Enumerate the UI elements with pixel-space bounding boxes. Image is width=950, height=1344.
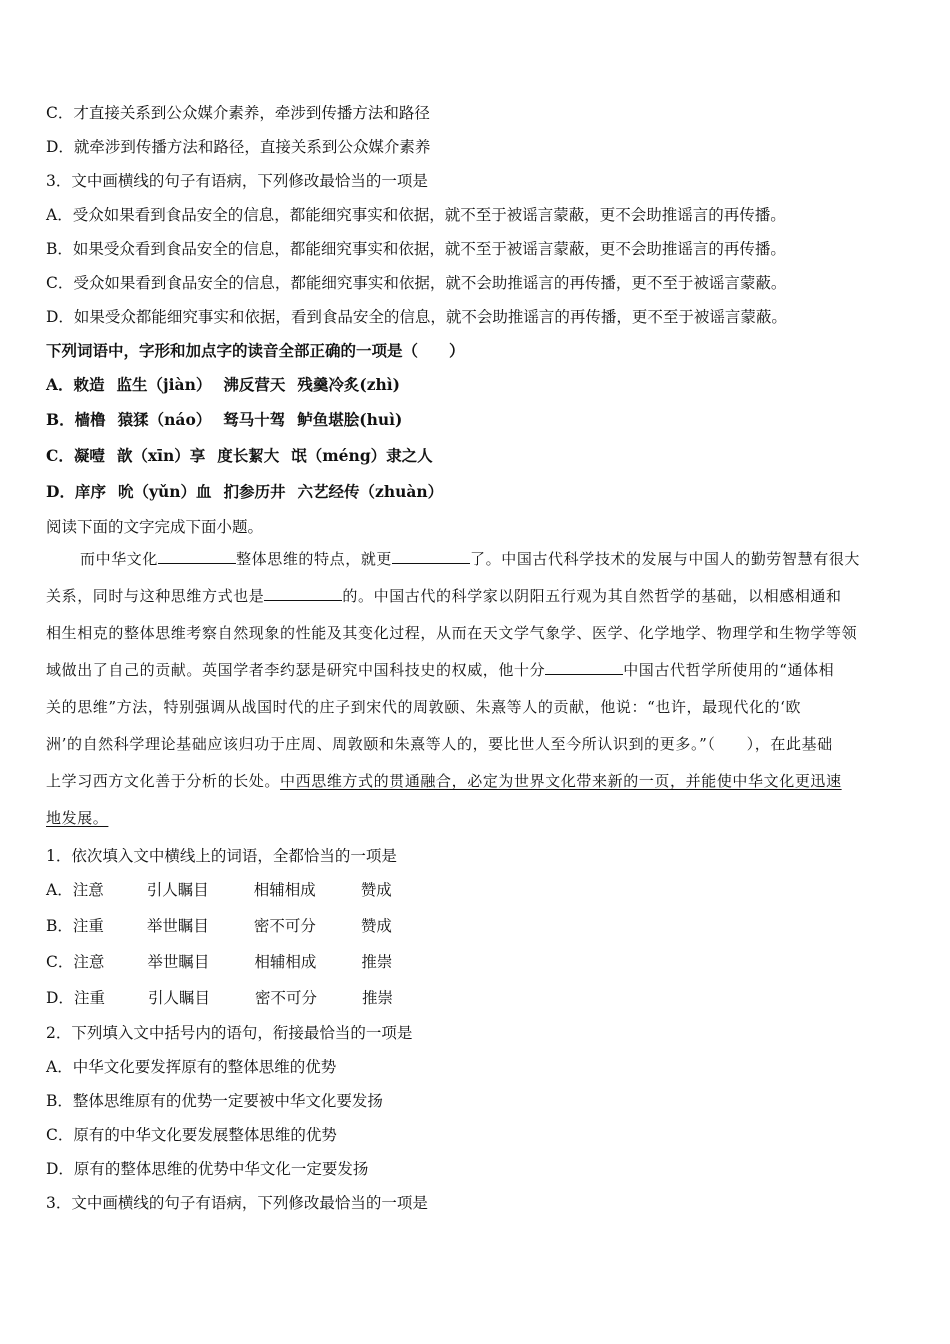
passage-text: 上学习西方文化善于分析的长处。 <box>46 772 281 790</box>
blank-3 <box>264 586 342 601</box>
word-4: 氓（méng）隶之人 <box>291 446 433 465</box>
word-4: 残羹冷炙(zhì) <box>297 375 401 394</box>
word-a: 注重 <box>72 917 104 935</box>
question-2-option-d: D．原有的整体思维的优势中华文化一定要发扬 <box>46 1160 369 1178</box>
question-3-option-c: C．受众如果看到食品安全的信息，都能细究事实和依据，就不会助推谣言的再传播，更不至于被谣言蒙蔽。 <box>46 274 787 292</box>
word-2: 吮（yǔn）血 <box>117 482 212 501</box>
question-3-stem: 3．文中画横线的句子有语病，下列修改最恰当的一项是 <box>46 172 428 190</box>
option-label: C． <box>46 953 74 971</box>
option-d-top: D．就牵涉到传播方法和路径，直接关系到公众媒介素养 <box>46 138 431 156</box>
passage-text: 域做出了自己的贡献。英国学者李约瑟是研究中国科技史的权威，他十分 <box>46 661 546 679</box>
word-a: 注重 <box>73 989 105 1007</box>
word-2: 歆（xīn）享 <box>116 446 206 465</box>
word-3: 度长絜大 <box>217 446 280 465</box>
question-3-option-a: A．受众如果看到食品安全的信息，都能细究事实和依据，就不至于被谣言蒙蔽，更不会助推谣言的再传播。 <box>46 206 786 224</box>
question-2-option-a: A．中华文化要发挥原有的整体思维的优势 <box>46 1058 337 1076</box>
passage-text: 洲’的自然科学理论基础应该归功于庄周、周敦颐和朱熹等人的，要比世人至今所认识到的更多。”（ ），在此基础 <box>46 735 833 753</box>
option-label: A． <box>46 375 74 394</box>
passage-text: 了。中国古代科学技术的发展与中国人的勤劳智慧有很大 <box>470 550 861 568</box>
word-d: 推崇 <box>361 953 393 971</box>
reading-intro: 阅读下面的文字完成下面小题。 <box>46 518 264 536</box>
question-1-option-a <box>46 880 392 900</box>
word-3: 驽马十驾 <box>223 410 286 429</box>
blank-4 <box>545 660 623 675</box>
word-1: 庠序 <box>74 482 106 501</box>
word-3: 扪参历井 <box>223 482 286 501</box>
word-b: 引人瞩目 <box>146 881 209 899</box>
word-question-stem: 下列词语中，字形和加点字的读音全部正确的一项是（ ） <box>46 341 465 360</box>
blank-1 <box>158 549 236 564</box>
word-d: 推崇 <box>361 989 393 1007</box>
word-d: 赞成 <box>360 881 392 899</box>
passage-text: 的。中国古代的科学家以阴阳五行观为其自然哲学的基础，以相感相通和 <box>342 587 842 605</box>
word-1: 樯橹 <box>74 410 106 429</box>
question-3-stem-repeat: 3．文中画横线的句子有语病，下列修改最恰当的一项是 <box>46 1194 428 1212</box>
word-1: 敕造 <box>73 375 105 394</box>
word-option-d <box>46 482 443 502</box>
question-1-stem: 1．依次填入文中横线上的词语，全都恰当的一项是 <box>46 847 397 865</box>
word-c: 密不可分 <box>253 917 316 935</box>
passage-text: 中国古代哲学所使用的“通体相 <box>623 661 835 679</box>
word-b: 举世瞩目 <box>147 953 210 971</box>
word-2: 监生（jiàn） <box>116 375 212 394</box>
word-option-c <box>46 446 433 466</box>
question-3-option-b: B．如果受众看到食品安全的信息，都能细究事实和依据，就不至于被谣言蒙蔽，更不会助推谣言的再传播。 <box>46 240 786 258</box>
word-a: 注意 <box>72 881 104 899</box>
option-label: D． <box>46 482 75 501</box>
option-label: A． <box>46 881 73 899</box>
word-c: 密不可分 <box>254 989 317 1007</box>
word-b: 举世瞩目 <box>146 917 209 935</box>
question-1-option-d <box>46 988 393 1008</box>
question-2-stem: 2．下列填入文中括号内的语句，衔接最恰当的一项是 <box>46 1024 413 1042</box>
question-2-option-c: C．原有的中华文化要发展整体思维的优势 <box>46 1126 337 1144</box>
option-label: B． <box>46 410 75 429</box>
word-option-b <box>46 410 402 430</box>
passage-text: 相生相克的整体思维考察自然现象的性能及其变化过程，从而在天文学气象学、医学、化学地学、物理学和生物学等领 <box>46 624 858 642</box>
question-1-option-b <box>46 916 392 936</box>
word-3: 沸反营天 <box>223 375 286 394</box>
word-4: 六艺经传（zhuàn） <box>297 482 444 501</box>
word-a: 注意 <box>73 953 105 971</box>
option-label: B． <box>46 917 73 935</box>
word-option-a <box>46 375 400 395</box>
underlined-sentence-end: 地发展。 <box>46 809 109 827</box>
passage-text: 关的思维”方法，特别强调从战国时代的庄子到宋代的周敦颐、朱熹等人的贡献，他说：“也许，最现代化的‘欧 <box>46 698 802 716</box>
reading-passage <box>46 541 904 837</box>
word-1: 凝噎 <box>73 446 105 465</box>
blank-2 <box>392 549 470 564</box>
question-3-option-d: D．如果受众都能细究事实和依据，看到食品安全的信息，就不会助推谣言的再传播，更不至于被谣言蒙蔽。 <box>46 308 787 326</box>
question-2-option-b: B．整体思维原有的优势一定要被中华文化要发扬 <box>46 1092 383 1110</box>
option-c-top: C．才直接关系到公众媒介素养，牵涉到传播方法和路径 <box>46 104 430 122</box>
passage-text: 关系，同时与这种思维方式也是 <box>46 587 265 605</box>
word-4: 鲈鱼堪脍(huì) <box>297 410 403 429</box>
passage-text: 整体思维的特点，就更 <box>236 550 393 568</box>
word-c: 相辅相成 <box>253 881 316 899</box>
underlined-sentence: 中西思维方式的贯通融合，必定为世界文化带来新的一页，并能使中华文化更迅速 <box>280 772 842 790</box>
word-d: 赞成 <box>360 917 392 935</box>
option-label: C． <box>46 446 74 465</box>
passage-text: 而中华文化 <box>80 550 159 568</box>
word-b: 引人瞩目 <box>147 989 210 1007</box>
word-c: 相辅相成 <box>254 953 317 971</box>
word-2: 猿猱（náo） <box>117 410 212 429</box>
option-label: D． <box>46 989 74 1007</box>
question-1-option-c <box>46 952 392 972</box>
